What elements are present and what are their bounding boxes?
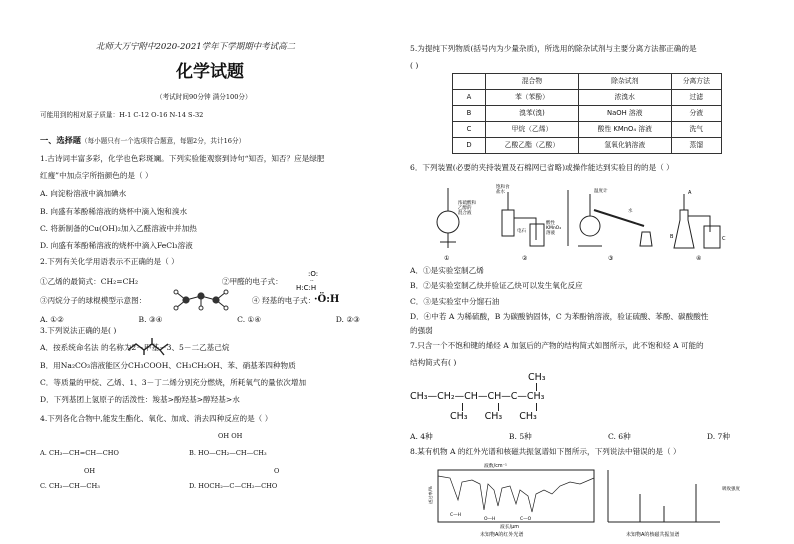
table-row (453, 138, 722, 154)
fig-label: C (722, 236, 726, 242)
hydroxyl-electron-formula: ·Ö:H (314, 294, 340, 305)
apparatus-3 (568, 187, 652, 262)
q5-stem: 5.为提纯下列物质(括号内为少量杂质)，所选用的除杂试剂与主要分离方法都正确的是 (410, 44, 697, 53)
fig-label: 水 (628, 209, 633, 214)
ir-peak-label: C—H (450, 513, 462, 518)
table-cell: 过滤 (671, 90, 721, 106)
q4-stem: 4.下列各化合物中,能发生酯化、氧化、加成、消去四种反应的是（ ） (40, 414, 273, 423)
school-header: 北师大万宁附中2020-2021学年下学期期中考试高二 (96, 42, 296, 52)
fig-label: KMnO₄ (546, 226, 562, 231)
q4-option-d: D. HOCH₂—C—CH₂—CHO (189, 482, 278, 490)
bond-line (536, 403, 537, 411)
exam-title: 化学试题 (176, 62, 244, 82)
q1-option-b: B. 向盛有苯酚稀溶液的烧杯中滴入饱和溴水 (40, 207, 188, 216)
q6-option-d-1: D．④中若 A 为稀硫酸，B 为碳酸钠固体，C 为苯酚钠溶液，验证硫酸、苯酚、碳酸酸性 (410, 312, 709, 321)
q8-stem: 8.某有机物 A 的红外光谱和核磁共振氢谱如下图所示，下列说法中错误的是（ ） (410, 447, 681, 456)
q2-stem: 2.下列有关化学用语表示不正确的是（ ） (40, 257, 179, 266)
fig-label: 饱和食 (496, 185, 510, 190)
q7-stem-2: 结构简式有( ) (410, 358, 457, 367)
ir-xlabel: 波长/μm (500, 525, 519, 530)
table-cell: C (453, 122, 486, 138)
table-cell: 分液 (671, 106, 721, 122)
q6-option-b: B．②是实验室制乙炔并验证乙炔可以发生氧化反应 (410, 281, 583, 290)
q3-stem: 3.下列说法正确的是( ) (40, 326, 117, 335)
q5-blank: ( ) (410, 61, 419, 70)
bond-line (462, 403, 463, 411)
q1-stem-1: 1.古诗词丰富多彩，化学也色彩斑斓。下列实验能观察到诗句“知否，知否？应是绿肥 (40, 154, 325, 163)
propane-ball-stick-model (166, 288, 236, 312)
section-heading (40, 135, 245, 145)
fig-label: 温度计 (594, 189, 608, 194)
struct-main: CH₃—CH₂—CH—CH—C—CH₃ (410, 391, 545, 402)
exam-info: （考试时间90分钟 满分100分） (156, 93, 252, 101)
table-row (453, 90, 722, 106)
bond-line (498, 403, 499, 411)
q3-option-a: A．按系统命名法 的名称为2－甲基－3、5－二乙基己烷 (40, 343, 230, 352)
q7-choices (410, 432, 730, 441)
q7-choice-d: D. 7种 (706, 432, 730, 441)
q2-choices (40, 315, 360, 324)
struct-bottom: CH₃ CH₃ CH₃ (450, 411, 537, 422)
fig-label: 电石 (517, 229, 526, 234)
table-cell: 蒸馏 (671, 138, 721, 154)
q2-choice-d: D. ②③ (335, 315, 360, 324)
q2-choice-c: C. ①④ (237, 315, 262, 324)
ir-peak-label: C—O (520, 517, 532, 522)
table-row (453, 106, 722, 122)
table-cell: 浓溴水 (578, 90, 671, 106)
fig-label: A (688, 190, 692, 196)
apparatus-2 (496, 183, 561, 262)
fig-label: 酸性 (546, 221, 555, 226)
table-row (453, 122, 722, 138)
svg-text::O:: :O: (308, 270, 319, 278)
fig-label: 浓硫酸和 (458, 201, 476, 206)
struct-top: CH₃ (528, 372, 546, 383)
fig-caption: ③ (608, 255, 614, 262)
q2-choice-b: B. ③④ (138, 315, 163, 324)
q2-choice-a: A. ①② (40, 315, 64, 324)
q4-option-b: B. HO—CH₂—CH—CH₃ (189, 449, 267, 457)
ir-ylabel: 透过率/% (428, 486, 433, 504)
table-cell: 洗气 (671, 122, 721, 138)
table-header-cell (453, 74, 486, 90)
fig-caption: ④ (696, 255, 702, 262)
q4-option-a: A. CH₃—CH=CH—CHO (40, 449, 119, 457)
fig-caption: ② (522, 255, 528, 262)
section-title: 一、选择题 (40, 135, 81, 145)
q3-option-d: D．下列基团上氢原子的活泼性：羧基>酚羟基>醇羟基>水 (40, 395, 240, 404)
q2-item-2: ②甲醛的电子式： (222, 277, 283, 286)
nmr-ylabel: 吸收强度 (722, 487, 740, 492)
svg-text:··: ·· (310, 278, 314, 285)
q4-option-d-sub: O (274, 467, 280, 475)
q1-option-d: D. 向盛有苯酚稀溶液的烧杯中滴入FeCl₃溶液 (40, 241, 193, 250)
q4-option-c-sub: OH (84, 467, 96, 475)
q2-item-3: ③丙烷分子的球棍模型示意图： (40, 296, 147, 305)
bond-line (536, 383, 537, 391)
svg-text:H:C:H: H:C:H (296, 284, 317, 292)
q4-option-c: C. CH₃—CH—CH₃ (40, 482, 100, 490)
q6-option-d-2: 的强弱 (410, 326, 433, 335)
q3-option-b: B．用Na₂CO₃溶液能区分CH₃COOH、CH₃CH₂OH、苯、硝基苯四种物质 (40, 361, 296, 370)
q6-option-a: A．①是实验室制乙烯 (410, 266, 484, 275)
q6-option-c: C．③是实验室中分馏石油 (410, 297, 500, 306)
q7-choice-a: A. 4种 (410, 432, 433, 441)
apparatus-1 (437, 188, 476, 262)
ir-caption: 未知物A的红外光谱 (480, 532, 524, 538)
q1-option-c: C. 将新制备的Cu(OH)₂加入乙醛溶液中并加热 (40, 224, 197, 233)
table-cell: 甲烷（乙烯） (486, 122, 579, 138)
section-note: （每小题只有一个选项符合题意，每题2分，共计16分） (80, 137, 246, 145)
table-cell: 氢氧化钠溶液 (578, 138, 671, 154)
fig-label: 盐水 (496, 190, 505, 195)
q5-table (452, 73, 722, 154)
table-cell: 酸性 KMnO₄ 溶液 (578, 122, 671, 138)
apparatus-4 (670, 190, 726, 262)
q1-stem-2: 红瘦”中加点字所指颜色的是（ ） (40, 171, 153, 180)
table-header-row (453, 74, 722, 90)
table-cell: B (453, 106, 486, 122)
table-header-cell: 除杂试剂 (578, 74, 671, 90)
table-header-cell: 混合物 (486, 74, 579, 90)
fig-label: 乙醇的 (458, 206, 472, 211)
q2-item-1: ①乙烯的最简式：CH₂=CH₂ (40, 277, 139, 286)
table-cell: 乙酸乙酯（乙酸） (486, 138, 579, 154)
fig-caption: ① (444, 255, 450, 262)
q7-stem-1: 7.只含一个不饱和键的烯烃 A 加氢后的产物的结构简式如图所示，此不饱和烃 A 可能的 (410, 341, 704, 350)
q7-choice-b: B. 5种 (508, 432, 532, 441)
nmr-spectrum (608, 470, 740, 538)
q7-choice-c: C. 6种 (607, 432, 631, 441)
q1-option-a: A. 向淀粉溶液中滴加碘水 (40, 189, 127, 198)
table-cell: NaOH 溶液 (578, 106, 671, 122)
q6-stem: 6．下列装置(必要的夹持装置及石棉网已省略)或操作能达到实验目的的是（ ） (410, 163, 674, 172)
formaldehyde-electron-formula (294, 268, 334, 294)
q3-option-c: C．等质量的甲烷、乙烯、1、3－丁二烯分别充分燃烧，所耗氧气的量依次增加 (40, 378, 307, 387)
table-cell: D (453, 138, 486, 154)
skeletal-formula (126, 336, 176, 356)
table-cell: 溴苯(溴) (486, 106, 579, 122)
nmr-caption: 未知物A的核磁共振氢谱 (626, 532, 680, 538)
q2-item-4: ④ 羟基的电子式： (252, 296, 316, 305)
fig-label: B (670, 234, 674, 240)
fig-label: 混合液 (458, 211, 472, 216)
table-header-cell: 分离方法 (671, 74, 721, 90)
q6-apparatus-figure (418, 180, 738, 264)
ir-top-label: 波数/cm⁻¹ (484, 464, 507, 469)
table-cell: 苯（苯酚） (486, 90, 579, 106)
atomic-masses: 可能用到的相对原子质量：H-1 C-12 O-16 N-14 S-32 (40, 111, 204, 119)
q4-option-b-sub: OH OH (218, 432, 243, 440)
fig-label: 溶液 (546, 231, 555, 236)
q8-spectra-figure (420, 460, 750, 540)
ir-spectrum (427, 462, 594, 538)
ir-peak-label: O—H (484, 517, 496, 522)
table-cell: A (453, 90, 486, 106)
